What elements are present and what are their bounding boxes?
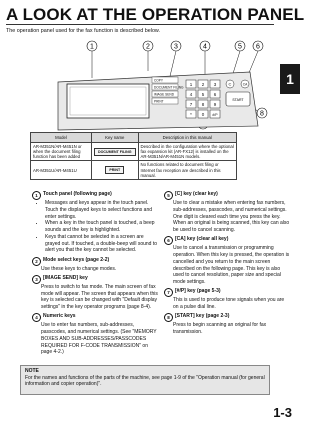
item-clear-key: 5 [C] key (clear key) Use to clear a mistake when entering fax numbers, sub-addresses, passcodes, and numerical settings. One digit is cleared each time you press the key. When an original is being scanned, this key can also be used to cancel scanning. [164,191,290,234]
note-label: NOTE [25,368,39,374]
mode-image-send-label: IMAGE SEND [154,92,175,97]
item-mode-select-keys: 2 Mode select keys (page 2-2) Use these keys to change modes. [32,257,158,273]
print-key: PRINT [105,166,124,174]
svg-text:2: 2 [146,43,150,51]
svg-text:CA: CA [242,82,248,87]
svg-text:3: 3 [213,82,217,87]
svg-text:8: 8 [201,102,205,107]
table-row: AR-M351U/AR-M451U PRINT No functions related to document filing or Internet fax reception are described in this manual. [31,161,237,179]
touch-panel [67,84,149,118]
note-box [20,365,270,395]
svg-text:1: 1 [189,82,193,87]
callout-8 [257,108,267,118]
col-model: Model [31,133,92,143]
page-title: A LOOK AT THE OPERATION PANEL [6,5,305,24]
item-image-send-key: 3 [IMAGE SEND] key Press to switch to fax mode. The main screen of fax mode will appear. The screen that appears when this key is selected can be changed with "Default display settings" in the key operator programs (page 8-4). [32,275,158,311]
callout-3 [171,41,181,51]
key-name-table [30,132,237,180]
svg-text:*: * [190,112,192,117]
svg-text:0: 0 [201,112,205,117]
svg-text:7: 7 [189,102,193,107]
mode-copy-label: COPY [154,78,164,83]
svg-text:3: 3 [174,43,178,51]
callout-5 [235,41,245,51]
callout-6 [253,41,263,51]
callout-2 [143,41,153,51]
svg-text:4: 4 [203,43,207,51]
mode-print-label: PRINT [154,99,164,104]
col-key-name: Key name [92,133,139,143]
svg-text:6: 6 [256,43,260,51]
item-touch-panel: 1 Touch panel (following page) • Messages and keys appear in the touch panel. Touch the displayed keys to select functions and enter settings. • When a key in the touch panel is touched, a beep sounds and the key is highlighted. • Keys that cannot be selected in a screen are grayed out. If touched, a double-beep will sound to alert you that the key cannot be selected. [32,191,158,254]
svg-text:4: 4 [189,92,193,97]
item-clear-all-key: 6 [CA] key (clear all key) Use to cancel a transmission or programming operation. When this key is pressed, the operation is cancelled and you return to the main screen described on the following page. This key is also used to cancel resolution, paper size and special mode settings. [164,236,290,286]
left-column [32,191,158,359]
right-column [164,191,290,338]
mode-filing-label: DOCUMENT FILING [154,85,184,90]
svg-text:6: 6 [213,92,217,97]
callout-4 [200,41,210,51]
callout-1 [87,41,97,51]
svg-text:2: 2 [201,82,205,87]
item-numeric-keys: 4 Numeric keys Use to enter fax numbers, sub-addresses, passcodes, and numerical settings. (See "MEMORY BOXES AND SUB-ADDRESSES/PASSCODES REQUIRED FOR F-CODE TRANSMISSION" on page 4-2.) [32,313,158,356]
note-text: For the names and functions of the parts of the machine, see page 1-9 of the "Operation manual (for general information and copier operation)". [25,374,265,387]
svg-text:5: 5 [201,92,205,97]
svg-text:5: 5 [238,43,242,51]
operation-panel-illustration [0,38,280,133]
item-pulse-key: 7 [#/P] key (page 5-3) This is used to produce tone signals when you are on a pulse dial line. [164,288,290,311]
item-start-key: 8 [START] key (page 2-3) Press to begin scanning an original for fax transmission. [164,313,290,336]
title-rule [6,24,274,25]
table-row: AR-M351N/AR-M451N or when the document filing function has been added DOCUMENT FILING Described in the configuration where the optional fax expansion kit (AR-FX12) is installed on the AR-M351N/AR-M451N models. [31,143,237,161]
svg-text:C: C [228,81,232,87]
svg-text:1: 1 [90,43,94,51]
intro-text: The operation panel used for the fax function is described below. [6,28,161,34]
svg-text:#/P: #/P [212,113,218,117]
svg-text:8: 8 [260,110,264,118]
col-description: Description in this manual [138,133,236,143]
svg-text:9: 9 [213,102,217,107]
document-filing-key: DOCUMENT FILING [94,148,136,156]
page-number: 1-3 [273,405,292,420]
svg-text:START: START [232,98,244,102]
chapter-tab: 1 [280,64,300,94]
